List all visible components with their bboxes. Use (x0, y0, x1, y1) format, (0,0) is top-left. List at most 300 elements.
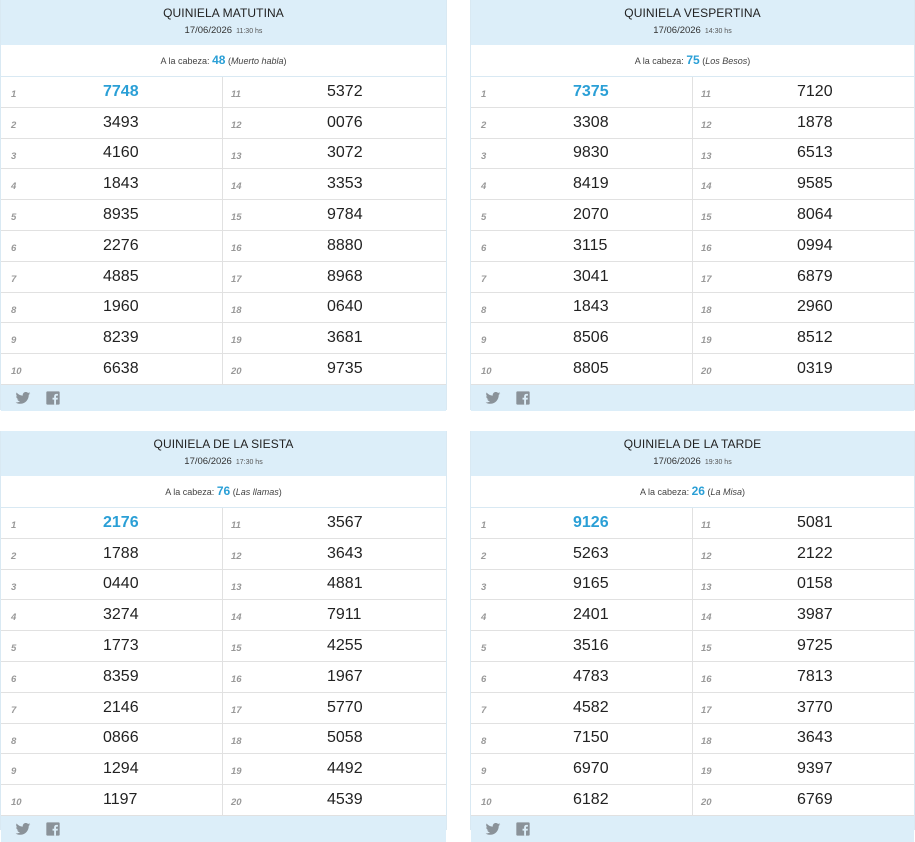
prize-number: 9397 (797, 760, 833, 778)
position-number: 6 (11, 673, 17, 685)
cabeza-prefix: A la cabeza: (640, 487, 690, 497)
result-cell (471, 108, 693, 138)
prize-number: 1967 (327, 667, 363, 685)
result-cell (223, 662, 446, 692)
position-number: 15 (701, 643, 712, 655)
cabeza-meaning: Muerto habla (230, 56, 284, 66)
result-cell (471, 539, 693, 569)
panel-header (1, 0, 446, 45)
prize-number: 3308 (573, 113, 609, 131)
result-cell (693, 570, 914, 600)
table-row (471, 693, 914, 724)
draw-time: 11:30 hs (236, 28, 263, 35)
result-cell (693, 200, 914, 230)
table-row (1, 108, 446, 139)
results-table (1, 508, 446, 816)
prize-number: 3516 (573, 637, 609, 655)
prize-number: 9830 (573, 144, 609, 162)
result-cell (1, 600, 223, 630)
prize-number: 5372 (327, 82, 363, 100)
result-cell (471, 662, 693, 692)
position-number: 3 (11, 581, 17, 593)
prize-number: 8419 (573, 175, 609, 193)
prize-number: 8935 (103, 206, 139, 224)
position-number: 10 (11, 797, 22, 809)
position-number: 7 (481, 704, 487, 716)
prize-number: 0640 (327, 298, 363, 316)
prize-number: 3493 (103, 113, 139, 131)
result-cell (471, 354, 693, 384)
result-cell (1, 108, 223, 138)
position-number: 15 (231, 643, 242, 655)
prize-number: 3681 (327, 329, 363, 347)
result-cell (1, 354, 223, 384)
position-number: 9 (11, 766, 17, 778)
position-number: 20 (701, 797, 712, 809)
position-number: 15 (231, 212, 242, 224)
position-number: 16 (701, 242, 712, 254)
panel-header (1, 431, 446, 476)
result-cell (1, 200, 223, 230)
result-cell (223, 169, 446, 199)
result-cell (693, 323, 914, 353)
prize-number: 0076 (327, 113, 363, 131)
prize-number: 9585 (797, 175, 833, 193)
head-prize-number: 7375 (573, 82, 609, 100)
cabeza-meaning: Las llamas (235, 487, 279, 497)
prize-number: 3643 (327, 544, 363, 562)
prize-number: 8968 (327, 267, 363, 285)
table-row (1, 139, 446, 170)
prize-number: 3643 (797, 729, 833, 747)
table-row (1, 600, 446, 631)
draw-time: 14:30 hs (704, 28, 732, 35)
prize-number: 8064 (797, 206, 833, 224)
result-cell (1, 231, 223, 261)
prize-number: 5770 (327, 698, 363, 716)
table-row (471, 354, 914, 385)
prize-number: 0158 (797, 575, 833, 593)
position-number: 4 (11, 181, 17, 193)
table-row (471, 662, 914, 693)
position-number: 19 (231, 766, 242, 778)
position-number: 2 (481, 119, 487, 131)
table-row (471, 293, 914, 324)
prize-number: 2146 (103, 698, 139, 716)
prize-number: 9784 (327, 206, 363, 224)
cabeza-line: A la cabeza: 48 (Muerto habla) (1, 45, 446, 77)
prize-number: 3353 (327, 175, 363, 193)
result-cell (1, 323, 223, 353)
prize-number: 4783 (573, 667, 609, 685)
position-number: 13 (701, 150, 712, 162)
result-cell (693, 262, 914, 292)
share-bar (471, 816, 914, 842)
prize-number: 0440 (103, 575, 139, 593)
result-cell (693, 293, 914, 323)
prize-number: 1294 (103, 760, 139, 778)
result-cell (223, 570, 446, 600)
prize-number: 4885 (103, 267, 139, 285)
prize-number: 5081 (797, 513, 833, 531)
result-cell (223, 200, 446, 230)
position-number: 20 (231, 366, 242, 378)
result-cell (471, 231, 693, 261)
draw-date-line (1, 456, 446, 467)
position-number: 14 (701, 181, 712, 193)
position-number: 10 (11, 366, 22, 378)
position-number: 15 (701, 212, 712, 224)
position-number: 12 (701, 119, 712, 131)
position-number: 11 (701, 89, 711, 100)
cabeza-line: A la cabeza: 26 (La Misa) (471, 476, 914, 508)
result-cell (471, 169, 693, 199)
panel-title: QUINIELA DE LA SIESTA (153, 437, 294, 451)
result-cell (471, 77, 693, 107)
result-cell (1, 754, 223, 784)
result-cell (693, 169, 914, 199)
position-number: 13 (231, 150, 242, 162)
prize-number: 3274 (103, 606, 139, 624)
position-number: 19 (701, 335, 712, 347)
result-cell (1, 785, 223, 815)
table-row (1, 231, 446, 262)
position-number: 18 (231, 304, 242, 316)
prize-number: 7813 (797, 667, 833, 685)
position-number: 20 (231, 797, 242, 809)
prize-number: 4492 (327, 760, 363, 778)
prize-number: 8880 (327, 236, 363, 254)
result-cell (471, 570, 693, 600)
draw-date-line (471, 456, 914, 467)
prize-number: 7911 (327, 606, 362, 624)
results-table (471, 508, 914, 816)
table-row (1, 570, 446, 601)
prize-number: 3041 (573, 267, 609, 285)
result-cell (693, 231, 914, 261)
cabeza-number: 75 (686, 53, 700, 67)
quiniela-panel-2 (470, 0, 915, 410)
result-cell (693, 631, 914, 661)
result-cell (223, 77, 446, 107)
prize-number: 4582 (573, 698, 609, 716)
prize-number: 2276 (103, 236, 139, 254)
prize-number: 4881 (327, 575, 363, 593)
position-number: 8 (11, 735, 17, 747)
panel-header (471, 431, 914, 476)
head-prize-number: 9126 (573, 513, 609, 531)
position-number: 17 (231, 704, 242, 716)
table-row (1, 631, 446, 662)
twitter-icon[interactable] (15, 390, 31, 406)
table-row (471, 262, 914, 293)
prize-number: 0319 (797, 360, 833, 378)
position-number: 2 (481, 550, 487, 562)
position-number: 19 (701, 766, 712, 778)
result-cell (223, 508, 446, 538)
cabeza-meaning: La Misa (710, 487, 742, 497)
result-cell (693, 108, 914, 138)
draw-date: 17/06/2026 (184, 25, 233, 36)
position-number: 4 (11, 612, 17, 624)
prize-number: 9735 (327, 360, 363, 378)
position-number: 9 (481, 335, 487, 347)
prize-number: 6638 (103, 360, 139, 378)
prize-number: 5058 (327, 729, 363, 747)
position-number: 6 (481, 673, 487, 685)
position-number: 3 (11, 150, 17, 162)
table-row (471, 139, 914, 170)
position-number: 11 (231, 89, 241, 100)
table-row (1, 200, 446, 231)
draw-date-line (471, 25, 914, 36)
prize-number: 7120 (797, 82, 833, 100)
cabeza-line: A la cabeza: 76 (Las llamas) (1, 476, 446, 508)
result-cell (471, 508, 693, 538)
cabeza-meaning: Los Besos (705, 56, 748, 66)
position-number: 10 (481, 797, 492, 809)
prize-number: 8506 (573, 329, 609, 347)
prize-number: 7150 (573, 729, 609, 747)
quiniela-panel-3 (0, 431, 447, 830)
prize-number: 8512 (797, 329, 833, 347)
prize-number: 6769 (797, 791, 833, 809)
draw-date: 17/06/2026 (184, 456, 232, 467)
quiniela-panel-1 (0, 0, 447, 410)
prize-number: 2122 (797, 544, 833, 562)
table-row (1, 293, 446, 324)
table-row (1, 262, 446, 293)
table-row (471, 631, 914, 662)
results-table (471, 77, 914, 385)
position-number: 8 (481, 304, 487, 316)
prize-number: 3072 (327, 144, 363, 162)
table-row (471, 108, 914, 139)
head-prize-number: 7748 (103, 82, 139, 100)
table-row (1, 693, 446, 724)
position-number: 16 (231, 242, 242, 254)
prize-number: 8359 (103, 667, 139, 685)
position-number: 12 (231, 119, 242, 131)
facebook-icon[interactable] (515, 390, 531, 406)
cabeza-number: 26 (691, 484, 705, 498)
position-number: 12 (701, 550, 712, 562)
table-row (1, 169, 446, 200)
position-number: 5 (11, 643, 17, 655)
prize-number: 0994 (797, 236, 833, 254)
result-cell (471, 200, 693, 230)
panel-title: QUINIELA MATUTINA (163, 6, 284, 20)
panel-title: QUINIELA DE LA TARDE (623, 437, 762, 451)
share-bar (1, 816, 446, 842)
position-number: 6 (481, 242, 487, 254)
draw-time: 19:30 hs (704, 459, 732, 466)
facebook-icon[interactable] (515, 821, 531, 837)
prize-number: 2960 (797, 298, 833, 316)
result-cell (223, 785, 446, 815)
position-number: 19 (231, 335, 242, 347)
position-number: 7 (11, 273, 17, 285)
result-cell (1, 508, 223, 538)
result-cell (471, 724, 693, 754)
result-cell (1, 77, 223, 107)
result-cell (471, 323, 693, 353)
table-row (471, 508, 914, 539)
table-row (471, 77, 914, 108)
prize-number: 1878 (797, 113, 833, 131)
result-cell (471, 754, 693, 784)
prize-number: 9165 (573, 575, 609, 593)
result-cell (223, 600, 446, 630)
prize-number: 0866 (103, 729, 139, 747)
result-cell (1, 570, 223, 600)
position-number: 9 (11, 335, 17, 347)
position-number: 2 (11, 119, 17, 131)
result-cell (471, 293, 693, 323)
prize-number: 4539 (327, 791, 363, 809)
panel-title: QUINIELA VESPERTINA (624, 6, 761, 20)
result-cell (693, 600, 914, 630)
prize-number: 3567 (327, 513, 363, 531)
position-number: 20 (701, 366, 712, 378)
prize-number: 5263 (573, 544, 609, 562)
twitter-icon[interactable] (485, 821, 501, 837)
position-number: 4 (481, 181, 487, 193)
prize-number: 6970 (573, 760, 609, 778)
result-cell (1, 139, 223, 169)
prize-number: 6879 (797, 267, 833, 285)
table-row (1, 724, 446, 755)
position-number: 11 (701, 520, 711, 531)
result-cell (1, 693, 223, 723)
head-prize-number: 2176 (103, 513, 139, 531)
position-number: 18 (231, 735, 242, 747)
position-number: 14 (231, 181, 242, 193)
prize-number: 2070 (573, 206, 609, 224)
table-row (471, 231, 914, 262)
position-number: 14 (701, 612, 712, 624)
position-number: 1 (11, 89, 17, 100)
position-number: 16 (701, 673, 712, 685)
result-cell (1, 662, 223, 692)
result-cell (471, 139, 693, 169)
result-cell (471, 600, 693, 630)
result-cell (693, 724, 914, 754)
result-cell (223, 139, 446, 169)
table-row (471, 200, 914, 231)
result-cell (693, 354, 914, 384)
table-row (1, 785, 446, 816)
twitter-icon[interactable] (485, 390, 501, 406)
position-number: 9 (481, 766, 487, 778)
prize-number: 3115 (573, 236, 608, 254)
position-number: 2 (11, 550, 17, 562)
twitter-icon[interactable] (15, 821, 31, 837)
position-number: 13 (231, 581, 242, 593)
position-number: 8 (11, 304, 17, 316)
draw-time: 17:30 hs (235, 459, 263, 466)
cabeza-line: A la cabeza: 75 (Los Besos) (471, 45, 914, 77)
prize-number: 6513 (797, 144, 833, 162)
result-cell (223, 693, 446, 723)
prize-number: 1788 (103, 544, 139, 562)
prize-number: 1843 (103, 175, 139, 193)
table-row (471, 724, 914, 755)
result-cell (223, 724, 446, 754)
position-number: 11 (231, 520, 241, 531)
table-row (1, 323, 446, 354)
result-cell (693, 785, 914, 815)
prize-number: 2401 (573, 606, 609, 624)
position-number: 3 (481, 581, 487, 593)
table-row (471, 323, 914, 354)
results-table (1, 77, 446, 385)
draw-date: 17/06/2026 (653, 25, 701, 36)
result-cell (1, 631, 223, 661)
prize-number: 3770 (797, 698, 833, 716)
position-number: 1 (481, 89, 487, 100)
draw-date: 17/06/2026 (653, 456, 701, 467)
table-row (471, 169, 914, 200)
result-cell (471, 785, 693, 815)
table-row (471, 754, 914, 785)
result-cell (1, 293, 223, 323)
position-number: 7 (481, 273, 487, 285)
prize-number: 8805 (573, 360, 609, 378)
position-number: 8 (481, 735, 487, 747)
table-row (471, 539, 914, 570)
result-cell (693, 508, 914, 538)
cabeza-prefix: A la cabeza: (165, 487, 215, 497)
prize-number: 4255 (327, 637, 363, 655)
table-row (1, 662, 446, 693)
quiniela-panel-4 (470, 431, 915, 830)
position-number: 4 (481, 612, 487, 624)
table-row (1, 754, 446, 785)
result-cell (223, 631, 446, 661)
prize-number: 8239 (103, 329, 139, 347)
position-number: 17 (701, 704, 712, 716)
position-number: 7 (11, 704, 17, 716)
table-row (1, 354, 446, 385)
facebook-icon[interactable] (45, 821, 61, 837)
share-bar (1, 385, 446, 411)
cabeza-number: 48 (212, 53, 226, 67)
cabeza-number: 76 (216, 484, 231, 498)
position-number: 1 (481, 520, 487, 531)
position-number: 5 (11, 212, 17, 224)
draw-date-line (1, 25, 446, 36)
cabeza-prefix: A la cabeza: (634, 56, 684, 66)
facebook-icon[interactable] (45, 390, 61, 406)
result-cell (1, 169, 223, 199)
result-cell (223, 754, 446, 784)
result-cell (693, 139, 914, 169)
result-cell (693, 539, 914, 569)
table-row (471, 785, 914, 816)
prize-number: 4160 (103, 144, 139, 162)
result-cell (693, 77, 914, 107)
result-cell (693, 754, 914, 784)
share-bar (471, 385, 914, 411)
result-cell (223, 539, 446, 569)
position-number: 5 (481, 643, 487, 655)
panel-header (471, 0, 914, 45)
result-cell (471, 693, 693, 723)
cabeza-prefix: A la cabeza: (160, 56, 210, 66)
position-number: 3 (481, 150, 487, 162)
position-number: 18 (701, 304, 712, 316)
